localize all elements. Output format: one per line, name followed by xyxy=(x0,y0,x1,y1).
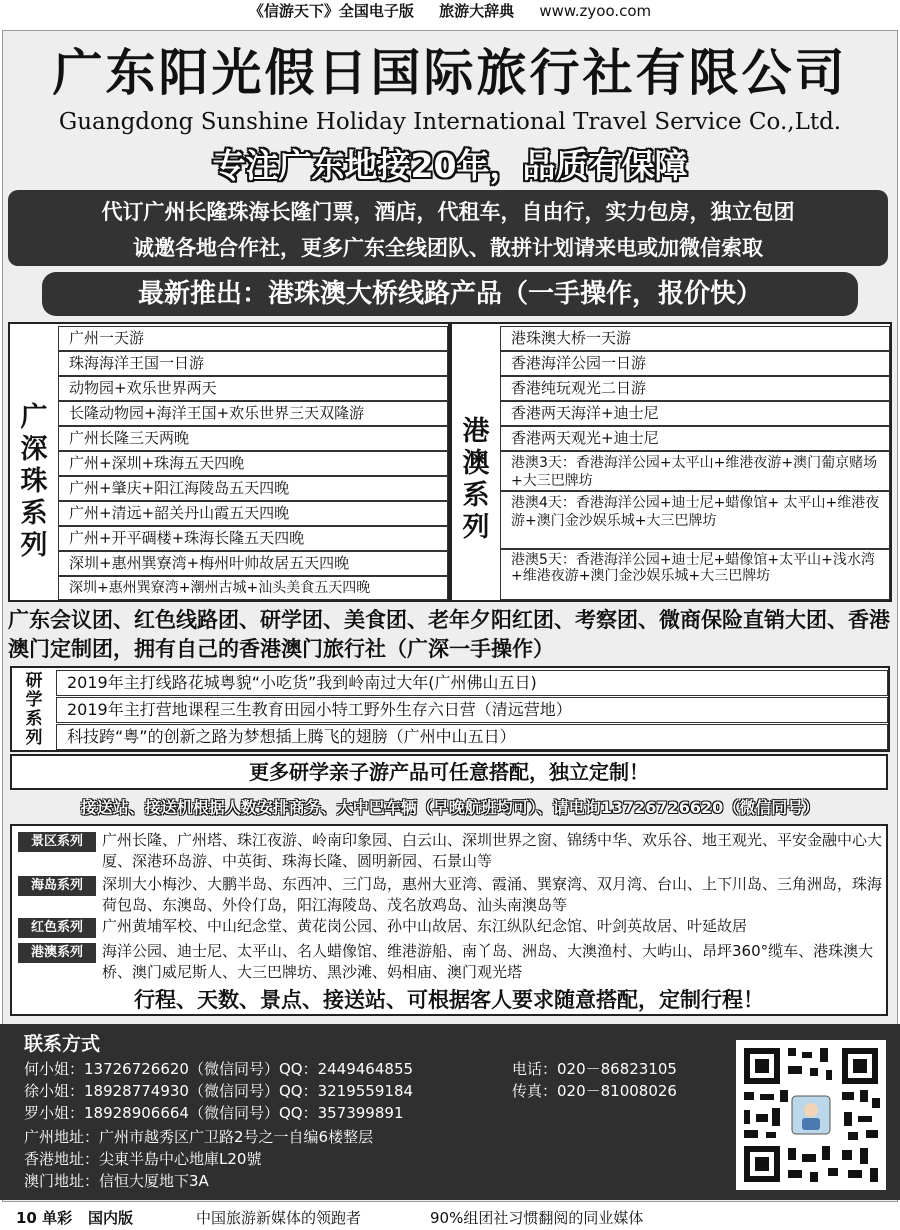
company-slogan: 专注广东地接20年，品质有保障 xyxy=(212,146,688,185)
route-item: 香港两天海洋+迪士尼 xyxy=(500,401,890,426)
hkmo-series-panel xyxy=(450,322,892,602)
route-item: 广州长隆三天两晚 xyxy=(58,426,448,451)
hkmo-text: 海洋公园、迪士尼、太平山、名人蜡像馆、维港游船、南丫岛、洲岛、大澳渔村、大屿山、昂坪360°缆车、港珠澳大桥、澳门威尼斯人、大三巴牌坊、黑沙滩、妈相庙、澳门观光塔 xyxy=(102,942,874,981)
study-series-label: 研学系列 xyxy=(25,671,43,748)
route-item: 动物园+欢乐世界两天 xyxy=(58,376,448,401)
scenic-series-panel xyxy=(10,824,888,1016)
publication-header xyxy=(0,0,900,26)
footer-slogan-1: 中国旅游新媒体的领跑者 xyxy=(196,1209,362,1227)
scenic-text: 广州长隆、广州塔、珠江夜游、岭南印象园、白云山、深圳世界之窗、锦绣中华、欢乐谷、地王观光、平安金融中心大厦、深港环岛游、中英街、珠海长隆、圆明新园、石景山等 xyxy=(102,831,883,870)
red-tag: 红色系列 xyxy=(18,918,96,938)
route-item: 深圳+惠州巽寮湾+梅州叶帅故居五天四晚 xyxy=(58,551,448,576)
route-item: 香港海洋公园一日游 xyxy=(500,351,890,376)
services-line-1: 代订广州长隆珠海长隆门票，酒店，代租车，自由行，实力包房，独立包团 xyxy=(101,200,795,224)
route-item: 香港纯玩观光二日游 xyxy=(500,376,890,401)
group-types-highlight: 广东会议团、红色线路团、研学团、美食团、老年夕阳红团、考察团、微商保险直销大团、香港澳门定制团，拥有自己的香港澳门旅行社（广深一手操作） xyxy=(8,608,890,661)
route-item: 香港两天观光+迪士尼 xyxy=(500,426,890,451)
island-text: 深圳大小梅沙、大鹏半岛、东西冲、三门岛，惠州大亚湾、霞涌、巽寮湾、双月湾、台山、上下川岛、三角洲岛，珠海荷包岛、东澳岛、外伶仃岛，阳江海陵岛、茂名放鸡岛、汕头南澳岛等 xyxy=(102,875,883,914)
route-item: 广州+清远+韶关丹山霞五天四晚 xyxy=(58,501,448,526)
page-footer xyxy=(0,1206,900,1230)
scenic-tag: 景区系列 xyxy=(18,832,96,852)
island-tag: 海岛系列 xyxy=(18,876,96,896)
route-item: 港澳3天：香港海洋公园+太平山+维港夜游+澳门葡京赌场+大三巴牌坊 xyxy=(500,451,890,491)
section-name: 国内版 xyxy=(88,1209,134,1227)
gsz-series-label: 广深珠系列 xyxy=(20,402,48,561)
route-item: 广州+开平碉楼+珠海长隆五天四晚 xyxy=(58,526,448,551)
study-route-item: 2019年主打营地课程三生教育田园小特工野外生存六日营（清远营地） xyxy=(56,697,888,723)
route-item: 广州+肇庆+阳江海陵岛五天四晚 xyxy=(58,476,448,501)
footer-slogan-2: 90%组团社习惯翻阅的同业媒体 xyxy=(430,1209,644,1227)
publication-name: 《信游天下》全国电子版 xyxy=(248,2,414,20)
contact-phone[interactable]: 电话：020－86823105 xyxy=(512,1060,677,1078)
contact-person[interactable]: 罗小姐：18928906664（微信同号）QQ：357399891 xyxy=(24,1104,404,1122)
website-link[interactable]: www.zyoo.com xyxy=(539,2,652,20)
route-item: 广州+深圳+珠海五天四晚 xyxy=(58,451,448,476)
qr-code-icon xyxy=(736,1040,886,1190)
hkmo-series-label: 港澳系列 xyxy=(462,416,490,543)
address-macau: 澳门地址：信恒大厦地下3A xyxy=(24,1172,209,1190)
hkmo-tag: 港澳系列 xyxy=(18,943,96,963)
address-hongkong: 香港地址：尖東半島中心地庫L20號 xyxy=(24,1150,262,1168)
services-line-2: 诚邀各地合作社，更多广东全线团队、散拼计划请来电或加微信索取 xyxy=(133,236,763,260)
contact-fax: 传真：020－81008026 xyxy=(512,1082,677,1100)
contact-title: 联系方式 xyxy=(24,1033,101,1055)
study-route-item: 科技跨“粤”的创新之路为梦想插上腾飞的翅膀（广州中山五日） xyxy=(56,724,888,750)
study-route-item: 2019年主打线路花城粤貌“小吃货”我到岭南过大年(广州佛山五日) xyxy=(56,670,888,696)
company-name-en: Guangdong Sunshine Holiday International Travel Service Co.,Ltd. xyxy=(58,109,842,135)
services-box xyxy=(8,190,888,266)
new-product-banner: 最新推出：港珠澳大桥线路产品（一手操作，报价快） xyxy=(42,272,858,316)
wechat-qr-code[interactable] xyxy=(736,1040,886,1190)
route-item: 长隆动物园+海洋王国+欢乐世界三天双隆游 xyxy=(58,401,448,426)
route-item: 港珠澳大桥一天游 xyxy=(500,326,890,351)
contact-person[interactable]: 何小姐：13726726620（微信同号）QQ：2449464855 xyxy=(24,1060,414,1078)
address-guangzhou: 广州地址：广州市越秀区广卫路2号之一自编6楼整层 xyxy=(24,1128,374,1146)
study-custom-note: 更多研学亲子游产品可任意搭配，独立定制！ xyxy=(10,754,888,790)
route-item: 深圳+惠州巽寮湾+潮州古城+汕头美食五天四晚 xyxy=(58,576,448,600)
dictionary-name: 旅游大辞典 xyxy=(439,2,515,20)
company-name-cn: 广东阳光假日国际旅行社有限公司 xyxy=(52,44,848,102)
contact-person[interactable]: 徐小姐：18928774930（微信同号）QQ：3219559184 xyxy=(24,1082,414,1100)
route-item: 港澳5天：香港海洋公园+迪士尼+蜡像馆+太平山+浅水湾+维港夜游+澳门金沙娱乐城+大三巴牌坊 xyxy=(500,549,890,600)
red-text: 广州黄埔军校、中山纪念堂、黄花岗公园、孙中山故居、东江纵队纪念馆、叶剑英故居、叶延故居 xyxy=(102,917,748,935)
page-number: 10 单彩 xyxy=(16,1209,73,1227)
route-item: 珠海海洋王国一日游 xyxy=(58,351,448,376)
route-item: 广州一天游 xyxy=(58,326,448,351)
pickup-service-note: 接送站、接送机根据人数安排商务、大中巴车辆（早晚航班均可）、请电询13726726620（微信同号） xyxy=(80,798,820,817)
scenic-footer: 行程、天数、景点、接送站、可根据客人要求随意搭配，定制行程！ xyxy=(134,988,764,1012)
gsz-series-panel xyxy=(8,322,450,602)
route-item: 港澳4天：香港海洋公园+迪士尼+蜡像馆+ 太平山+维港夜游+澳门金沙娱乐城+大三巴牌坊 xyxy=(500,491,890,549)
